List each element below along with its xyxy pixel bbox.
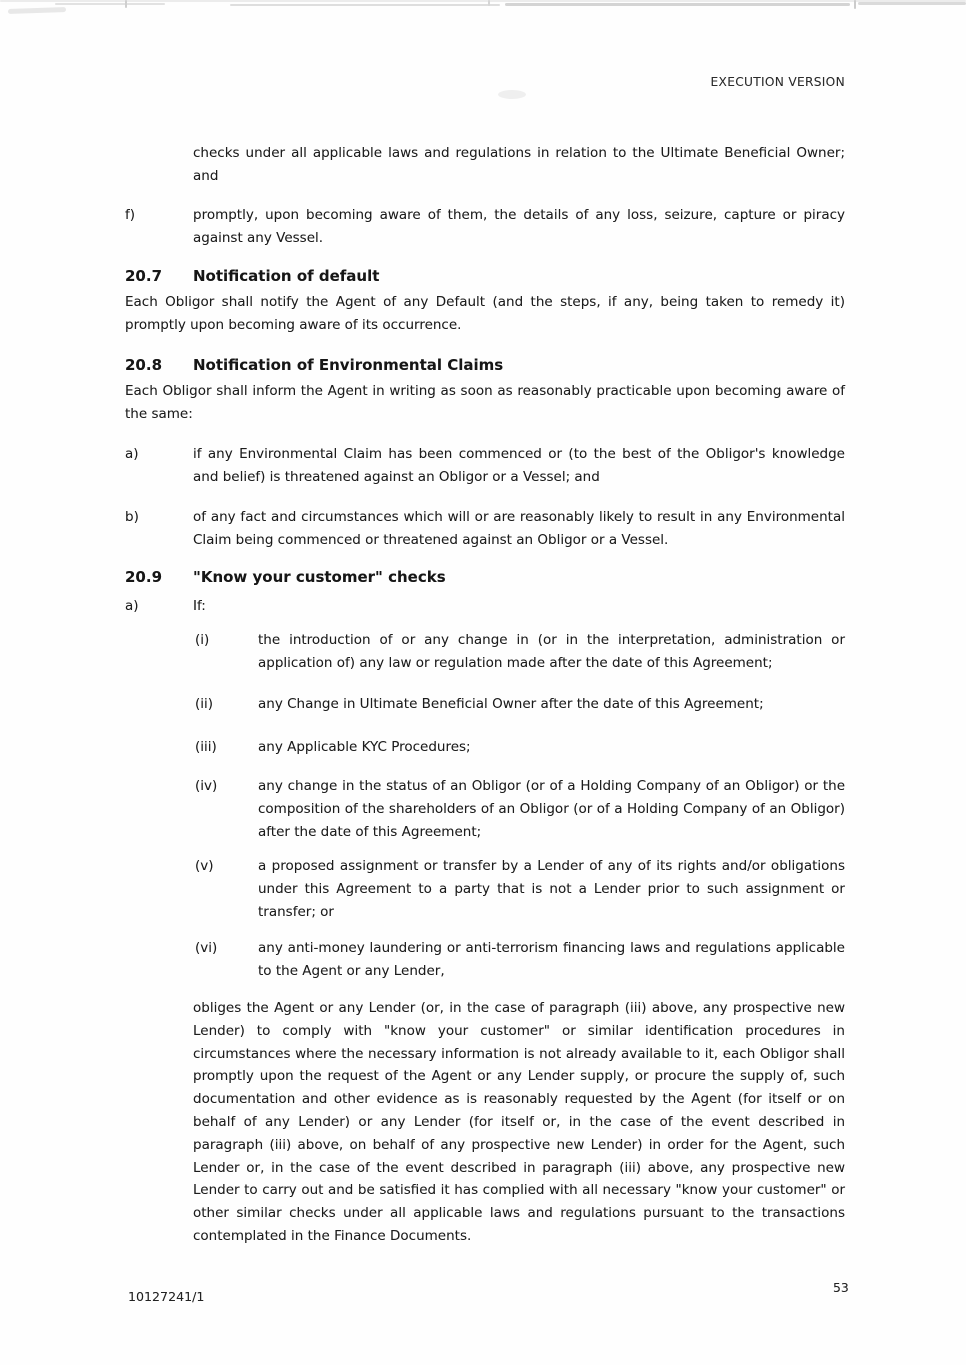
scan-artifact [0,0,966,2]
list-item-vi [193,937,845,983]
list-item-f-label: f) [125,207,136,223]
section-number: 20.7 [125,267,163,285]
section-20-7-body: Each Obligor shall notify the Agent of any Default (and the steps, if any, being taken to remedy it) promptly upon becoming aware of its occurrence. [125,294,845,333]
list-item-a-if-label: a) [125,598,139,614]
list-item-b [125,506,845,552]
scan-artifact [230,4,500,6]
scan-artifact [55,3,165,5]
list-item-a-label: a) [125,446,139,462]
closing-paragraph: obliges the Agent or any Lender (or, in the case of paragraph (iii) above, any prospective new Lender) to comply with "know your customer" or similar identification procedures in circumstances where the necessary information is not already available to it, each Obligor shall promptly upon the request of the Agent or any Lender supply, or procure the supply of, such documentation and other evidence as is reasonably requested by the Agent (for itself or on behalf of any Lender) or any Lender (for itself or, in the case of the event described in paragraph (iii) above, on behalf of any prospective new Lender) in order for the Agent, such Lender or, in the case of the event described in paragraph (iii) above, any prospective new Lender to carry out and be satisfied it has complied with all necessary "know your customer" or other similar checks under all applicable laws and regulations pursuant to the transactions contemplated in the Finance Documents. [193,1000,845,1244]
section-heading-20-9 [125,566,845,589]
section-number: 20.9 [125,568,163,586]
list-item-v-label: (v) [195,858,214,874]
list-item-iv-text: any change in the status of an Obligor (or of a Holding Company of an Obligor) or the composition of the shareholders of an Obligor (or of a Holding Company of an Obligor) after the date of this Agreement; [258,778,845,840]
list-item-ii-label: (ii) [195,696,214,712]
list-item-b-text: of any fact and circumstances which will or are reasonably likely to result in any Environmental Claim being commenced or threatened against an Obligor or a Vessel. [193,509,845,548]
list-item-iii-label: (iii) [195,739,217,755]
section-title: "Know your customer" checks [193,568,446,586]
list-item-a-text: if any Environmental Claim has been commenced or (to the best of the Obligor's knowledge and belief) is threatened against an Obligor or a Vessel; and [193,446,845,485]
scan-artifact [8,7,66,14]
list-item-iv-label: (iv) [195,778,218,794]
scan-artifact [854,0,856,9]
list-item-iii [193,736,845,759]
footer-document-reference: 10127241/1 [128,1289,205,1304]
section-heading-20-7 [125,265,845,288]
list-item-iv [193,775,845,843]
scan-artifact [505,3,850,6]
list-item-i-text: the introduction of or any change in (or in the interpretation, administration or application of) any law or regulation made after the date of this Agreement; [258,632,845,671]
list-item-v [193,855,845,923]
scan-artifact [125,0,127,8]
list-item-a-if-text: If: [193,598,206,614]
list-item-vi-text: any anti-money laundering or anti-terrorism financing laws and regulations applicable to the Agent or any Lender, [258,940,845,979]
section-title: Notification of default [193,267,380,285]
scan-artifact [858,2,966,5]
list-item-i [193,629,845,675]
section-title: Notification of Environmental Claims [193,356,504,374]
header-execution-version: EXECUTION VERSION [710,75,845,89]
list-item-i-label: (i) [195,632,210,648]
continuation-paragraph: checks under all applicable laws and regulations in relation to the Ultimate Beneficial Owner; and [193,145,845,184]
list-item-vi-label: (vi) [195,940,218,956]
list-item-f-text: promptly, upon becoming aware of them, the details of any loss, seizure, capture or piracy against any Vessel. [193,207,845,246]
list-item-iii-text: any Applicable KYC Procedures; [258,739,471,755]
list-item-ii [193,693,845,716]
list-item-ii-text: any Change in Ultimate Beneficial Owner after the date of this Agreement; [258,696,764,712]
list-item-a [125,443,845,489]
scan-artifact [488,0,490,6]
section-heading-20-8 [125,354,845,377]
list-item-a-if [125,595,845,618]
section-number: 20.8 [125,356,163,374]
list-item-b-label: b) [125,509,139,525]
list-item-v-text: a proposed assignment or transfer by a Lender of any of its rights and/or obligations under this Agreement to a party that is not a Lender prior to such assignment or transfer; or [258,858,845,920]
section-20-8-body: Each Obligor shall inform the Agent in writing as soon as reasonably practicable upon becoming aware of the same: [125,383,845,422]
list-item-f [125,204,845,250]
footer-page-number: 53 [833,1280,849,1295]
